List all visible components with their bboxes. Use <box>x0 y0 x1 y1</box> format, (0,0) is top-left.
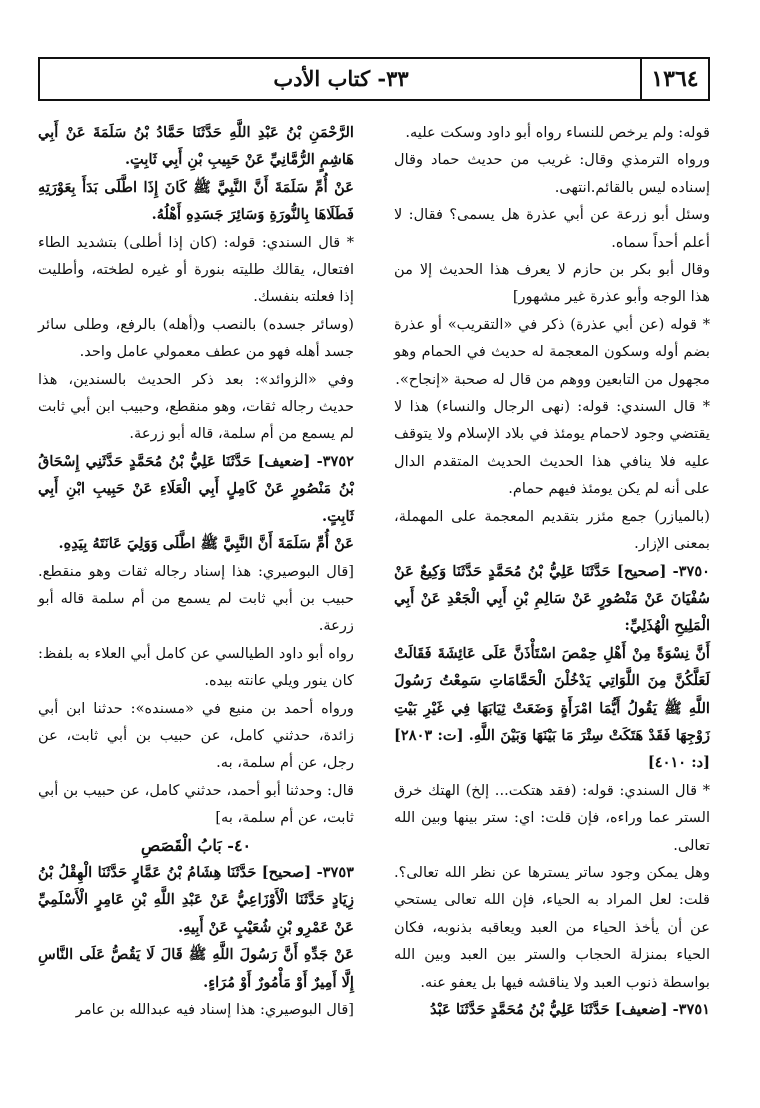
hadith-text: عَنْ جَدِّهِ أَنَّ رَسُولَ اللَّهِ ﷺ قَالَ لَا يَقُصُّ عَلَى النَّاسِ إِلَّا أَمِيرٌ أَوْ مَأْمُورٌ أَوْ مُرَاءٍ. <box>38 946 354 991</box>
hadith-chain: الرَّحْمَنِ بْنُ عَبْدِ اللَّهِ حَدَّثَنَا حَمَّادُ بْنُ سَلَمَةَ عَنْ أَبِي هَاشِمٍ الرُّمَّانِيِّ عَنْ حَبِيبِ بْنِ أَبِي ثَابِتٍ. <box>38 124 354 169</box>
hadith-chain: ٣٧٥٣- [صحيح] حَدَّثَنَا هِشَامُ بْنُ عَمَّارٍ حَدَّثَنَا الْهِقْلُ بْنُ زِيَادٍ حَدَّثَنَا الْأَوْزَاعِيُّ عَنْ عَبْدِ اللَّهِ بْنِ عَامِرٍ الْأَسْلَمِيِّ عَنْ عَمْرِو بْنِ شُعَيْبٍ عَنْ أَبِيهِ. <box>38 863 354 936</box>
hadith-chain: ٣٧٥٢- [ضعيف] حَدَّثَنَا عَلِيُّ بْنُ مُحَمَّدٍ حَدَّثَنِي إِسْحَاقُ بْنُ مَنْصُورٍ عَنْ كَامِلٍ أَبِي الْعَلَاءِ عَنْ حَبِيبِ ابْنِ أَبِي ثَابِتٍ. <box>38 452 354 525</box>
paragraph: رواه أبو داود الطيالسي عن كامل أبي العلاء به بلفظ: كان ينور ويلي عانته بيده. <box>38 644 354 690</box>
paragraph: وسئل أبو زرعة عن أبي عذرة هل يسمى؟ فقال: لا أعلم أحداً سماه. <box>394 206 710 251</box>
paragraph: (بالميازر) جمع مئزر بتقديم المعجمة على المهملة، بمعنى الإزار. <box>394 507 710 553</box>
paragraph: * قال السندي: قوله: (كان إذا أطلى) بتشديد الطاء افتعال، يقالك طليته بنورة أو غيره لطخته، وأطليت إذا فعلته بنفسك. <box>38 233 354 306</box>
paragraph: قوله: ولم يرخص للنساء رواه أبو داود وسكت عليه. <box>405 124 710 141</box>
hadith-text: عَنْ أُمِّ سَلَمَةَ أَنَّ النَّبِيَّ ﷺ كَانَ إِذَا اطَّلَى بَدَأَ بِعَوْرَتِهِ فَطَلَاهَا بِالنُّورَةِ وَسَائِرَ جَسَدِهِ أَهْلُهُ. <box>38 178 354 224</box>
book-title: ٣٣- كتاب الأدب <box>273 66 409 91</box>
paragraph: وفي «الزوائد»: بعد ذكر الحديث بالسندين، هذا حديث رجاله ثقات، وهو منقطع، وحبيب ابن أبي ثابت لم يسمع من أم سلمة، قاله أبو زرعة. <box>38 370 354 443</box>
paragraph: [قال البوصيري: هذا إسناد رجاله ثقات وهو منقطع. حبيب بن أبي ثابت لم يسمع من أم سلمة قاله أبو زرعة. <box>38 562 354 635</box>
page-header <box>38 57 710 101</box>
paragraph: ورواه أحمد بن منيع في «مسنده»: حدثنا ابن أبي زائدة، حدثني كامل، عن حبيب بن أبي ثابت، عن رجل، عن أم سلمة، به. <box>38 699 354 772</box>
paragraph: قال: وحدثنا أبو أحمد، حدثني كامل، عن حبيب بن أبي ثابت، عن أم سلمة، به] <box>38 781 354 827</box>
paragraph: * قال السندي: قوله: (نهى الرجال والنساء) هذا لا يقتضي وجود لاحمام يومئذ في بلاد الإسلام ولا يتوقف عليه فلا ينافي هذا الحديث الحديث المتقدم الدال على أنه لم يكن يومئذ فيهم حمام. <box>394 398 710 498</box>
page-frame <box>38 57 710 1057</box>
hadith-text: عَنْ أُمِّ سَلَمَةَ أَنَّ النَّبِيَّ ﷺ اطَّلَى وَوَلِيَ عَانَتَهُ بِيَدِهِ. <box>58 535 354 553</box>
paragraph: ورواه الترمذي وقال: غريب من حديث حماد وقال إسناده ليس بالقائم.انتهى. <box>394 151 710 196</box>
hadith-chain: ٣٧٥١- [ضعيف] حَدَّثَنَا عَلِيُّ بْنُ مُحَمَّدٍ حَدَّثَنَا عَبْدُ <box>430 1001 710 1018</box>
paragraph: وقال أبو بكر بن حازم لا يعرف هذا الحديث إلا من هذا الوجه وأبو عذرة غير مشهور] <box>394 261 710 306</box>
page-number: ١٣٦٤ <box>640 59 708 99</box>
right-column <box>394 119 710 1023</box>
left-column <box>38 119 354 1023</box>
paragraph: * قوله (عن أبي عذرة) ذكر في «التقريب» أو عذرة بضم أوله وسكون المعجمة له حديث في الحمام وهو مجهول من التابعين ووهم من قال له صحبة «إنجاح». <box>394 315 710 388</box>
paragraph: * قال السندي: قوله: (فقد هتكت... إلخ) الهتك خرق الستر عما وراءه، فإن قلت: اي: ستر بينها وبين الله تعالى. <box>394 781 710 854</box>
paragraph: (وسائر جسده) بالنصب و(أهله) بالرفع، وطلى سائر جسد أهله فهو من عطف معمولي عامل واحد. <box>38 315 354 361</box>
paragraph: وهل يمكن وجود ساتر يسترها عن نظر الله تعالى؟. قلت: لعل المراد به الحياء، فإن الله تعالى يستحي عن أن يأخذ الحياء من العبد ويعاقبه بذنوبه، فكان الحياء بمنزلة الحجاب والستر بين العبد وبين الله بواسطة ذنوب العبد ولا يناقشه فيها بل يعفو عنه. <box>394 863 710 991</box>
chapter-heading: ٤٠- بَابُ الْقَصَصِ <box>140 835 252 855</box>
paragraph: [قال البوصيري: هذا إسناد فيه عبدالله بن عامر <box>75 1001 354 1018</box>
hadith-chain: ٣٧٥٠- [صحيح] حَدَّثَنَا عَلِيُّ بْنُ مُحَمَّدٍ حَدَّثَنَا وَكِيعٌ عَنْ سُفْيَانَ عَنْ مَنْصُورٍ عَنْ سَالِمِ بْنِ أَبِي الْجَعْدِ عَنْ أَبِي الْمَلِيحِ الْهُذَلِيِّ: <box>394 562 710 635</box>
hadith-text: أَنَّ نِسْوَةً مِنْ أَهْلِ حِمْصَ اسْتَأْذَنَّ عَلَى عَائِشَةَ فَقَالَتْ لَعَلَّكُنَّ مِنَ اللَّوَاتِي يَدْخُلْنَ الْحَمَّامَاتِ سَمِعْتُ رَسُولَ اللَّهِ ﷺ يَقُولُ أَيُّمَا امْرَأَةٍ وَضَعَتْ ثِيَابَهَا فِي غَيْرِ بَيْتِ زَوْجِهَا فَقَدْ هَتَكَتْ سِتْرَ مَا بَيْنَهَا وَبَيْنَ اللَّهِ. [ت: ٢٨٠٣] [د: ٤٠١٠] <box>394 644 710 772</box>
